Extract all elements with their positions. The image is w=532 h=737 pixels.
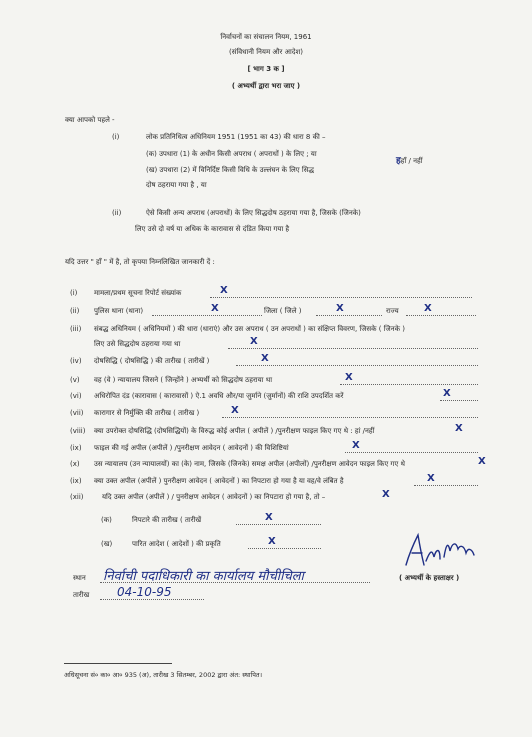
row-1-label: मामला/प्रथम सूचना रिपोर्ट संख्यांक bbox=[94, 289, 182, 297]
row-11-value: X bbox=[427, 473, 435, 484]
row-5-value: X bbox=[345, 372, 353, 383]
row-3-label-2: लिए उसे सिद्धदोष ठहराया गया था bbox=[94, 340, 181, 348]
header-line-1: निर्वाचनों का संचालन नियम, 1961 bbox=[220, 33, 312, 41]
row-6-number: (vi) bbox=[70, 392, 82, 400]
row-12-label: यदि उक्त अपील (अपीलें ) / पुनरीक्षण आवेदन ( आवेदनों ) का निपटारा हो गया है, तो – bbox=[102, 493, 326, 501]
row-5-number: (v) bbox=[70, 376, 80, 384]
place-label: स्थान bbox=[73, 574, 86, 582]
row-4-value: X bbox=[261, 353, 269, 364]
row-10-number: (x) bbox=[70, 460, 80, 468]
item-i-kha-line1: (ख) उपधारा (2) में विनिर्दिष्ट किसी विधि के उल्लंघन के लिए सिद्ध bbox=[146, 166, 315, 174]
row-3-label: संबद्ध अधिनियम ( अधिनियमों ) की धारा (धाराएं) और उस अपराध ( उन अपराधों ) का संक्षिप्त विवरण, जिसके ( जिनके ) bbox=[94, 325, 405, 333]
row-3-value: X bbox=[250, 336, 258, 347]
place-value: निर्वाची पदाधिकारी का कार्यालय मौचीचिला bbox=[103, 569, 304, 584]
sub-kha-value: X bbox=[268, 536, 276, 547]
row-10-label: उस न्यायालय (उन न्यायालयों) का (के) नाम, जिसके (जिनके) समक्ष अपील (अपीलों) /पुनरीक्षण आवेदन फाइल किए गए थे bbox=[94, 460, 405, 468]
signature-image bbox=[400, 527, 480, 573]
row-7-line bbox=[222, 417, 478, 418]
sub-kha-number: (ख) bbox=[101, 540, 113, 548]
item-ii-line2: लिए उसे दो वर्ष या अधिक के कारावास से दंडित किया गया है bbox=[135, 225, 290, 233]
date-label: तारीख bbox=[73, 591, 90, 599]
row-8-number: (viii) bbox=[70, 427, 86, 435]
row-2-value-1: X bbox=[211, 303, 219, 314]
row-2-label-3: राज्य bbox=[386, 307, 399, 315]
row-1-value: X bbox=[220, 285, 228, 296]
row-11-line bbox=[414, 485, 478, 486]
sub-ka-label: निपटारे की तारीख ( तारीखें bbox=[132, 516, 202, 524]
row-3-line bbox=[228, 348, 478, 349]
answer-yes-no: हहाँ / नहीं bbox=[396, 156, 423, 166]
row-9-label: फाइल की गई अपील (अपीलें ) /पुनरीक्षण आवेदन ( आवेदनों ) की विशिष्टियां bbox=[94, 444, 289, 452]
row-12-number: (xii) bbox=[70, 493, 84, 501]
signature-label: ( अभ्यर्थी के हस्ताक्षर ) bbox=[399, 574, 460, 582]
row-2-line-c bbox=[406, 315, 476, 316]
row-11-label: क्या उक्त अपील (अपीलें ) पुनरीक्षण आवेदन ( आवेदनों ) का निपटारा हो गया है या वह/वे लंबित है bbox=[94, 477, 344, 485]
date-line bbox=[100, 599, 204, 600]
item-i-number: (i) bbox=[112, 133, 120, 141]
row-2-value-3: X bbox=[424, 303, 432, 314]
item-i-kha-line2: दोष ठहराया गया है , या bbox=[146, 181, 207, 189]
item-ii-number: (ii) bbox=[112, 209, 122, 217]
footnote-text: अधिसूचना सं० का० आ० 935 (अ), तारीख 3 सितम्बर, 2002 द्वारा अंत: स्थापित। bbox=[64, 671, 263, 679]
row-1-number: (i) bbox=[70, 289, 78, 297]
row-7-label: कारागार से निर्मुक्ति की तारीख ( तारीख ) bbox=[94, 409, 200, 417]
intro-text: क्या आपको पहले - bbox=[65, 116, 115, 124]
row-9-value: X bbox=[352, 440, 360, 451]
header-line-2: (संविधानी नियम और आदेश) bbox=[229, 48, 303, 56]
row-2-line-b bbox=[316, 315, 382, 316]
row-2-line-a bbox=[152, 315, 262, 316]
row-2-label: पुलिस थाना (थाना) bbox=[94, 307, 144, 315]
sub-kha-line bbox=[248, 548, 321, 549]
row-6-line bbox=[440, 400, 478, 401]
item-i-ka: (क) उपधारा (1) के अधीन किसी अपराध ( अपराधों ) के लिए ; या bbox=[146, 150, 317, 158]
row-6-value: X bbox=[443, 388, 451, 399]
row-9-line bbox=[345, 452, 478, 453]
item-ii-line1: ऐसे किसी अन्य अपराध (अपराधों) के लिए सिद्धदोष ठहराया गया है, जिसके (जिनके) bbox=[146, 209, 361, 217]
row-11-number: (ix) bbox=[70, 477, 82, 485]
row-6-label: अधिरोपित दंड (कारावास ( कारावासों ) ऐ.1 अवधि और/या जुर्माने (जुर्मानों) की राशि उपदर्शित करें bbox=[94, 392, 344, 400]
row-5-line bbox=[340, 384, 478, 385]
row-4-line bbox=[236, 365, 478, 366]
row-4-number: (iv) bbox=[70, 357, 82, 365]
row-2-value-2: X bbox=[336, 303, 344, 314]
sub-ka-number: (क) bbox=[101, 516, 112, 524]
row-10-value: X bbox=[478, 456, 486, 467]
row-12-value: X bbox=[382, 489, 390, 500]
footnote-rule bbox=[64, 663, 172, 664]
header-line-3: [ भाग 3 क ] bbox=[247, 65, 285, 73]
row-8-value: X bbox=[455, 423, 463, 434]
row-8-label: क्या उपरोक्त दोषसिद्धि (दोषसिद्धियों) के विरुद्ध कोई अपील ( अपीलें ) /पुनरीक्षण फाइल किए गए थे : हां /नहीं bbox=[94, 427, 375, 435]
row-9-number: (ix) bbox=[70, 444, 82, 452]
item-i-line1: लोक प्रतिनिधित्व अधिनियम 1951 (1951 का 43) की धारा 8 की – bbox=[146, 133, 326, 141]
row-5-label: वह (वे ) न्यायालय जिसने ( जिन्होंने ) अभ्यर्थी को सिद्धदोष ठहराया था bbox=[94, 376, 273, 384]
row-1-line bbox=[210, 297, 472, 298]
sub-kha-label: पारित आदेश ( आदेशों ) की प्रकृति bbox=[132, 540, 221, 548]
row-4-label: दोषसिद्धि ( दोषसिद्धि ) की तारीख ( तारीखें ) bbox=[94, 357, 210, 365]
header-line-4: ( अभ्यर्थी द्वारा भरा जाए ) bbox=[231, 82, 301, 90]
date-value: 04-10-95 bbox=[117, 585, 172, 599]
row-3-number: (iii) bbox=[70, 325, 82, 333]
row-7-number: (vii) bbox=[70, 409, 84, 417]
sub-ka-line bbox=[236, 524, 321, 525]
sub-ka-value: X bbox=[265, 512, 273, 523]
row-2-number: (ii) bbox=[70, 307, 80, 315]
if-yes-text: यदि उत्तर " हाँ " में है, तो कृपया निम्नलिखित जानकारी दें : bbox=[65, 258, 215, 266]
row-7-value: X bbox=[231, 405, 239, 416]
row-2-label-2: जिला ( जिले ) bbox=[264, 307, 302, 315]
